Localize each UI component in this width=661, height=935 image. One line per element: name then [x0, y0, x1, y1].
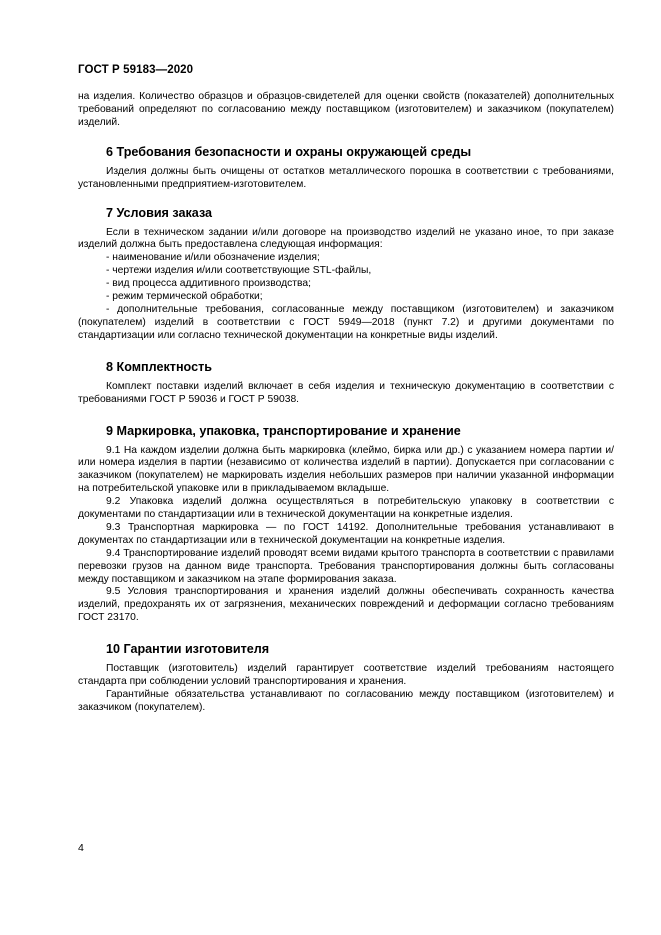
section-6-paragraph: Изделия должны быть очищены от остатков металлического порошка в соответствии с требованиями, установленными предприятием-изготовителем. [78, 165, 614, 190]
section-7-paragraph: Если в техническом задании и/или договоре на производство изделий не указано иное, то при заказе изделий должна быть предоставлена следующая информация: [78, 226, 614, 251]
clause-9-4: 9.4 Транспортирование изделий проводят всеми видами крытого транспорта в соответствии с правилами перевозки грузов на данном виде транспорта. Требования транспортирования должны быть согласованы между поставщиком и заказчиком на этапе формирования заказа. [78, 547, 614, 585]
list-item: - наименование и/или обозначение изделия; [106, 252, 320, 264]
section-10-paragraph-2: Гарантийные обязательства устанавливают по согласованию между поставщиком (изготовителем) и заказчиком (покупателем). [78, 689, 614, 713]
intro-paragraph: на изделия. Количество образцов и образцов-свидетелей для оценки свойств (показателей) дополнительных требований определяют по согласованию между поставщиком (изготовителем) и заказчиком (покупателем) изделий. [78, 91, 614, 128]
clause-9-1: 9.1 На каждом изделии должна быть маркировка (клеймо, бирка или др.) с указанием номера партии и/или номера изделия в партии (независимо от количества изделий в партии). Допускается при согласовании с заказчиком (покупателем) не маркировать изделия небольших размеров при наличии указанной информации на потребительской упаковке или в прикладываемом вкладыше. [78, 444, 614, 495]
section-9-heading: 9 Маркировка, упаковка, транспортирование и хранение [106, 423, 461, 438]
section-10-heading: 10 Гарантии изготовителя [106, 642, 270, 657]
document-code: ГОСТ Р 59183—2020 [78, 64, 194, 76]
section-10-paragraph-1: Поставщик (изготовитель) изделий гарантирует соответствие изделий требованиям настоящего стандарта при соблюдении условий транспортирования и хранения. [78, 663, 614, 688]
clause-9-5: 9.5 Условия транспортирования и хранения изделий должны обеспечивать сохранность качества изделий, предохранять их от загрязнения, механических повреждений и деформации согласно требованиям ГОСТ 23170. [78, 586, 614, 624]
clause-9-2: 9.2 Упаковка изделий должна осуществляться в потребительскую упаковку в соответствии с документами по стандартизации или в технической документации на конкретные изделия. [78, 496, 614, 521]
list-item: - режим термической обработки; [106, 291, 263, 303]
page-number: 4 [78, 842, 84, 854]
list-item: - вид процесса аддитивного производства; [106, 278, 311, 290]
document-body [78, 91, 614, 715]
section-6-heading: 6 Требования безопасности и охраны окружающей среды [106, 144, 472, 159]
section-8-heading: 8 Комплектность [106, 359, 212, 374]
section-8-paragraph: Комплект поставки изделий включает в себя изделия и техническую документацию в соответствии с требованиями ГОСТ Р 59036 и ГОСТ Р 59038. [78, 380, 614, 405]
section-7-heading: 7 Условия заказа [106, 205, 213, 220]
list-item: - чертежи изделия и/или соответствующие STL-файлы, [106, 265, 372, 277]
list-item: - дополнительные требования, согласованные между поставщиком (изготовителем) и заказчиком (покупателем) изделий в соответствии с ГОСТ 5949—2018 (пункт 7.2) и другими документами по стандартизации или согласно технической документации на конкретные виды изделий. [78, 303, 614, 341]
clause-9-3: 9.3 Транспортная маркировка — по ГОСТ 14192. Дополнительные требования устанавливают в документах по стандартизации или в технической документации на конкретные изделия. [78, 521, 614, 546]
